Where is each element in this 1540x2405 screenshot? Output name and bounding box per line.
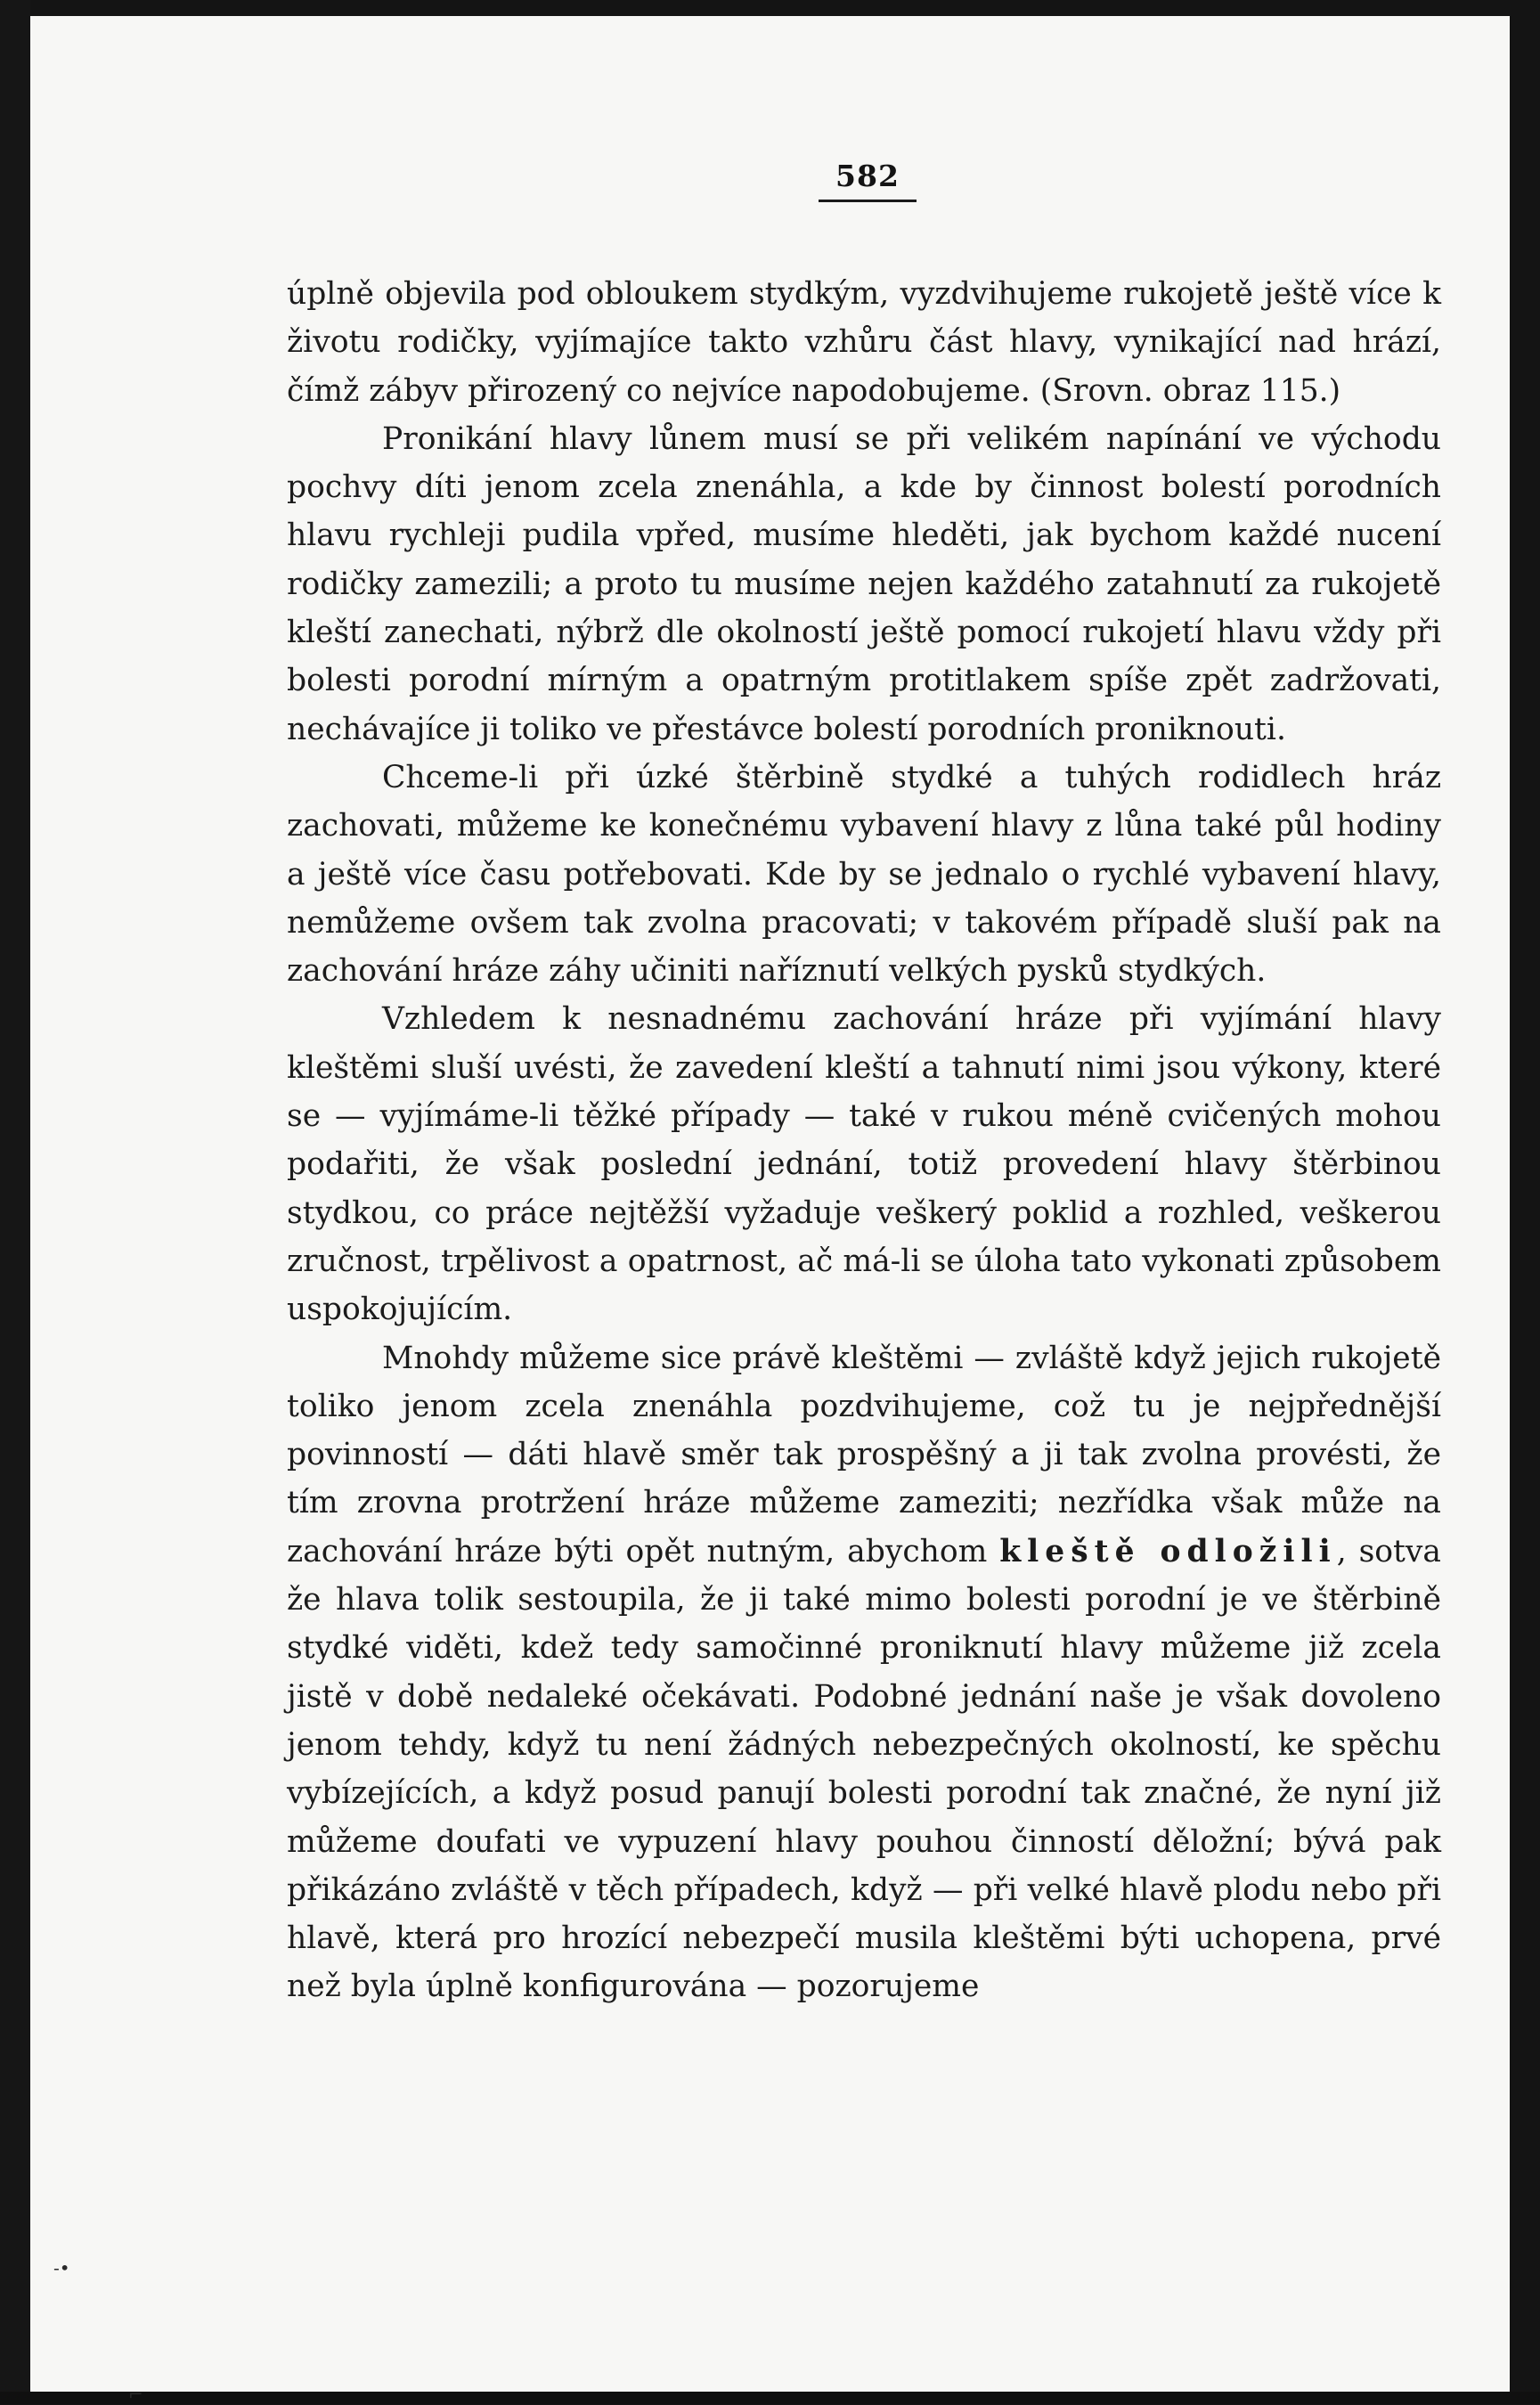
book-page <box>30 16 1510 2405</box>
paragraph-2: Pronikání hlavy lůnem musí se při velikém napínání ve východu pochvy díti jenom zcela znenáhla, a kde by činnost bolestí porodních hlavu rychleji pudila vpřed, musíme hleděti, jak bychom každé nucení rodičky zamezili; a proto tu musíme nejen každého zatahnutí za rukojetě kleští zanechati, nýbrž dle okolností ještě pomocí rukojetí hlavu vždy při bolesti porodní mírným a opatrným protitlakem spíše zpět zadržovati, nechávajíce ji toliko ve přestávce bolestí porodních proniknouti. <box>287 420 1441 747</box>
scan-border-bottom <box>0 2392 1540 2404</box>
scan-speck: ⌐ <box>128 2384 143 2405</box>
scan-border-left <box>0 0 30 2404</box>
emphasized-phrase: kleště odložili <box>999 1533 1337 1569</box>
body-text <box>287 270 1441 2011</box>
paragraph-5-part-1: Mnohdy můžeme sice právě kleštěmi — zvláště když jejich rukojetě toliko jenom zcela znenáhla pozdvihujeme, což tu je nejpřednější povinností — dáti hlavě směr tak prospěšný a ji tak zvolna provésti, že tím zrovna protržení hráze můžeme zameziti; nezřídka však může na zachování hráze býti opět nutným, abychom <box>287 1340 1441 1569</box>
paragraph-3: Chceme-li při úzké štěrbině stydké a tuhých rodidlech hráz zachovati, můžeme ke konečnému vybavení hlavy z lůna také půl hodiny a ještě více času potřebovati. Kde by se jednalo o rychlé vybavení hlavy, nemůžeme ovšem tak zvolna pracovati; v takovém případě sluší pak na zachování hráze záhy učiniti naříznutí velkých pysků stydkých. <box>287 759 1441 990</box>
paragraph-1: úplně objevila pod obloukem stydkým, vyzdvihujeme rukojetě ještě více k životu rodičky, vyjímajíce takto vzhůru část hlavy, vynikající nad hrází, čímž zábyv přirozený co nejvíce napodobujeme. (Srovn. obraz 115.) <box>287 276 1441 409</box>
page-number-underline <box>819 200 917 202</box>
page-number: 582 <box>835 159 900 193</box>
paragraph-5-part-2: , sotva že hlava tolik sestoupila, že ji také mimo bolesti porodní je ve štěrbině stydké viděti, kdež tedy samočinné proniknutí hlavy můžeme již zcela jistě v době nedaleké očekávati. Podobné jednání naše je však dovoleno jenom tehdy, když tu není žádných nebezpečných okolností, ke spěchu vybízejících, a když posud panují bolesti porodní tak značné, že nyní již můžeme doufati ve vypuzení hlavy pouhou činností děložní; bývá pak přikázáno zvláště v těch případech, když — při velké hlavě plodu nebo při hlavě, která pro hrozící nebezpečí musila kleštěmi býti uchopena, prvé než byla úplně konfigurována — pozorujeme <box>287 1533 1441 2005</box>
paragraph-5 <box>287 1334 1441 2011</box>
paragraph-4: Vzhledem k nesnadnému zachování hráze při vyjímání hlavy kleštěmi sluší uvésti, že zavedení kleští a tahnutí nimi jsou výkony, které se — vyjímáme-li těžké případy — také v rukou méně cvičených mohou podařiti, že však poslední jednání, totiž provedení hlavy štěrbinou stydkou, co práce nejtěžší vyžaduje veškerý poklid a rozhled, veškerou zručnost, trpělivost a opatrnost, ač má-li se úloha tato vykonati způsobem uspokojujícím. <box>287 1001 1441 1328</box>
scan-speck: -• <box>53 2257 70 2279</box>
